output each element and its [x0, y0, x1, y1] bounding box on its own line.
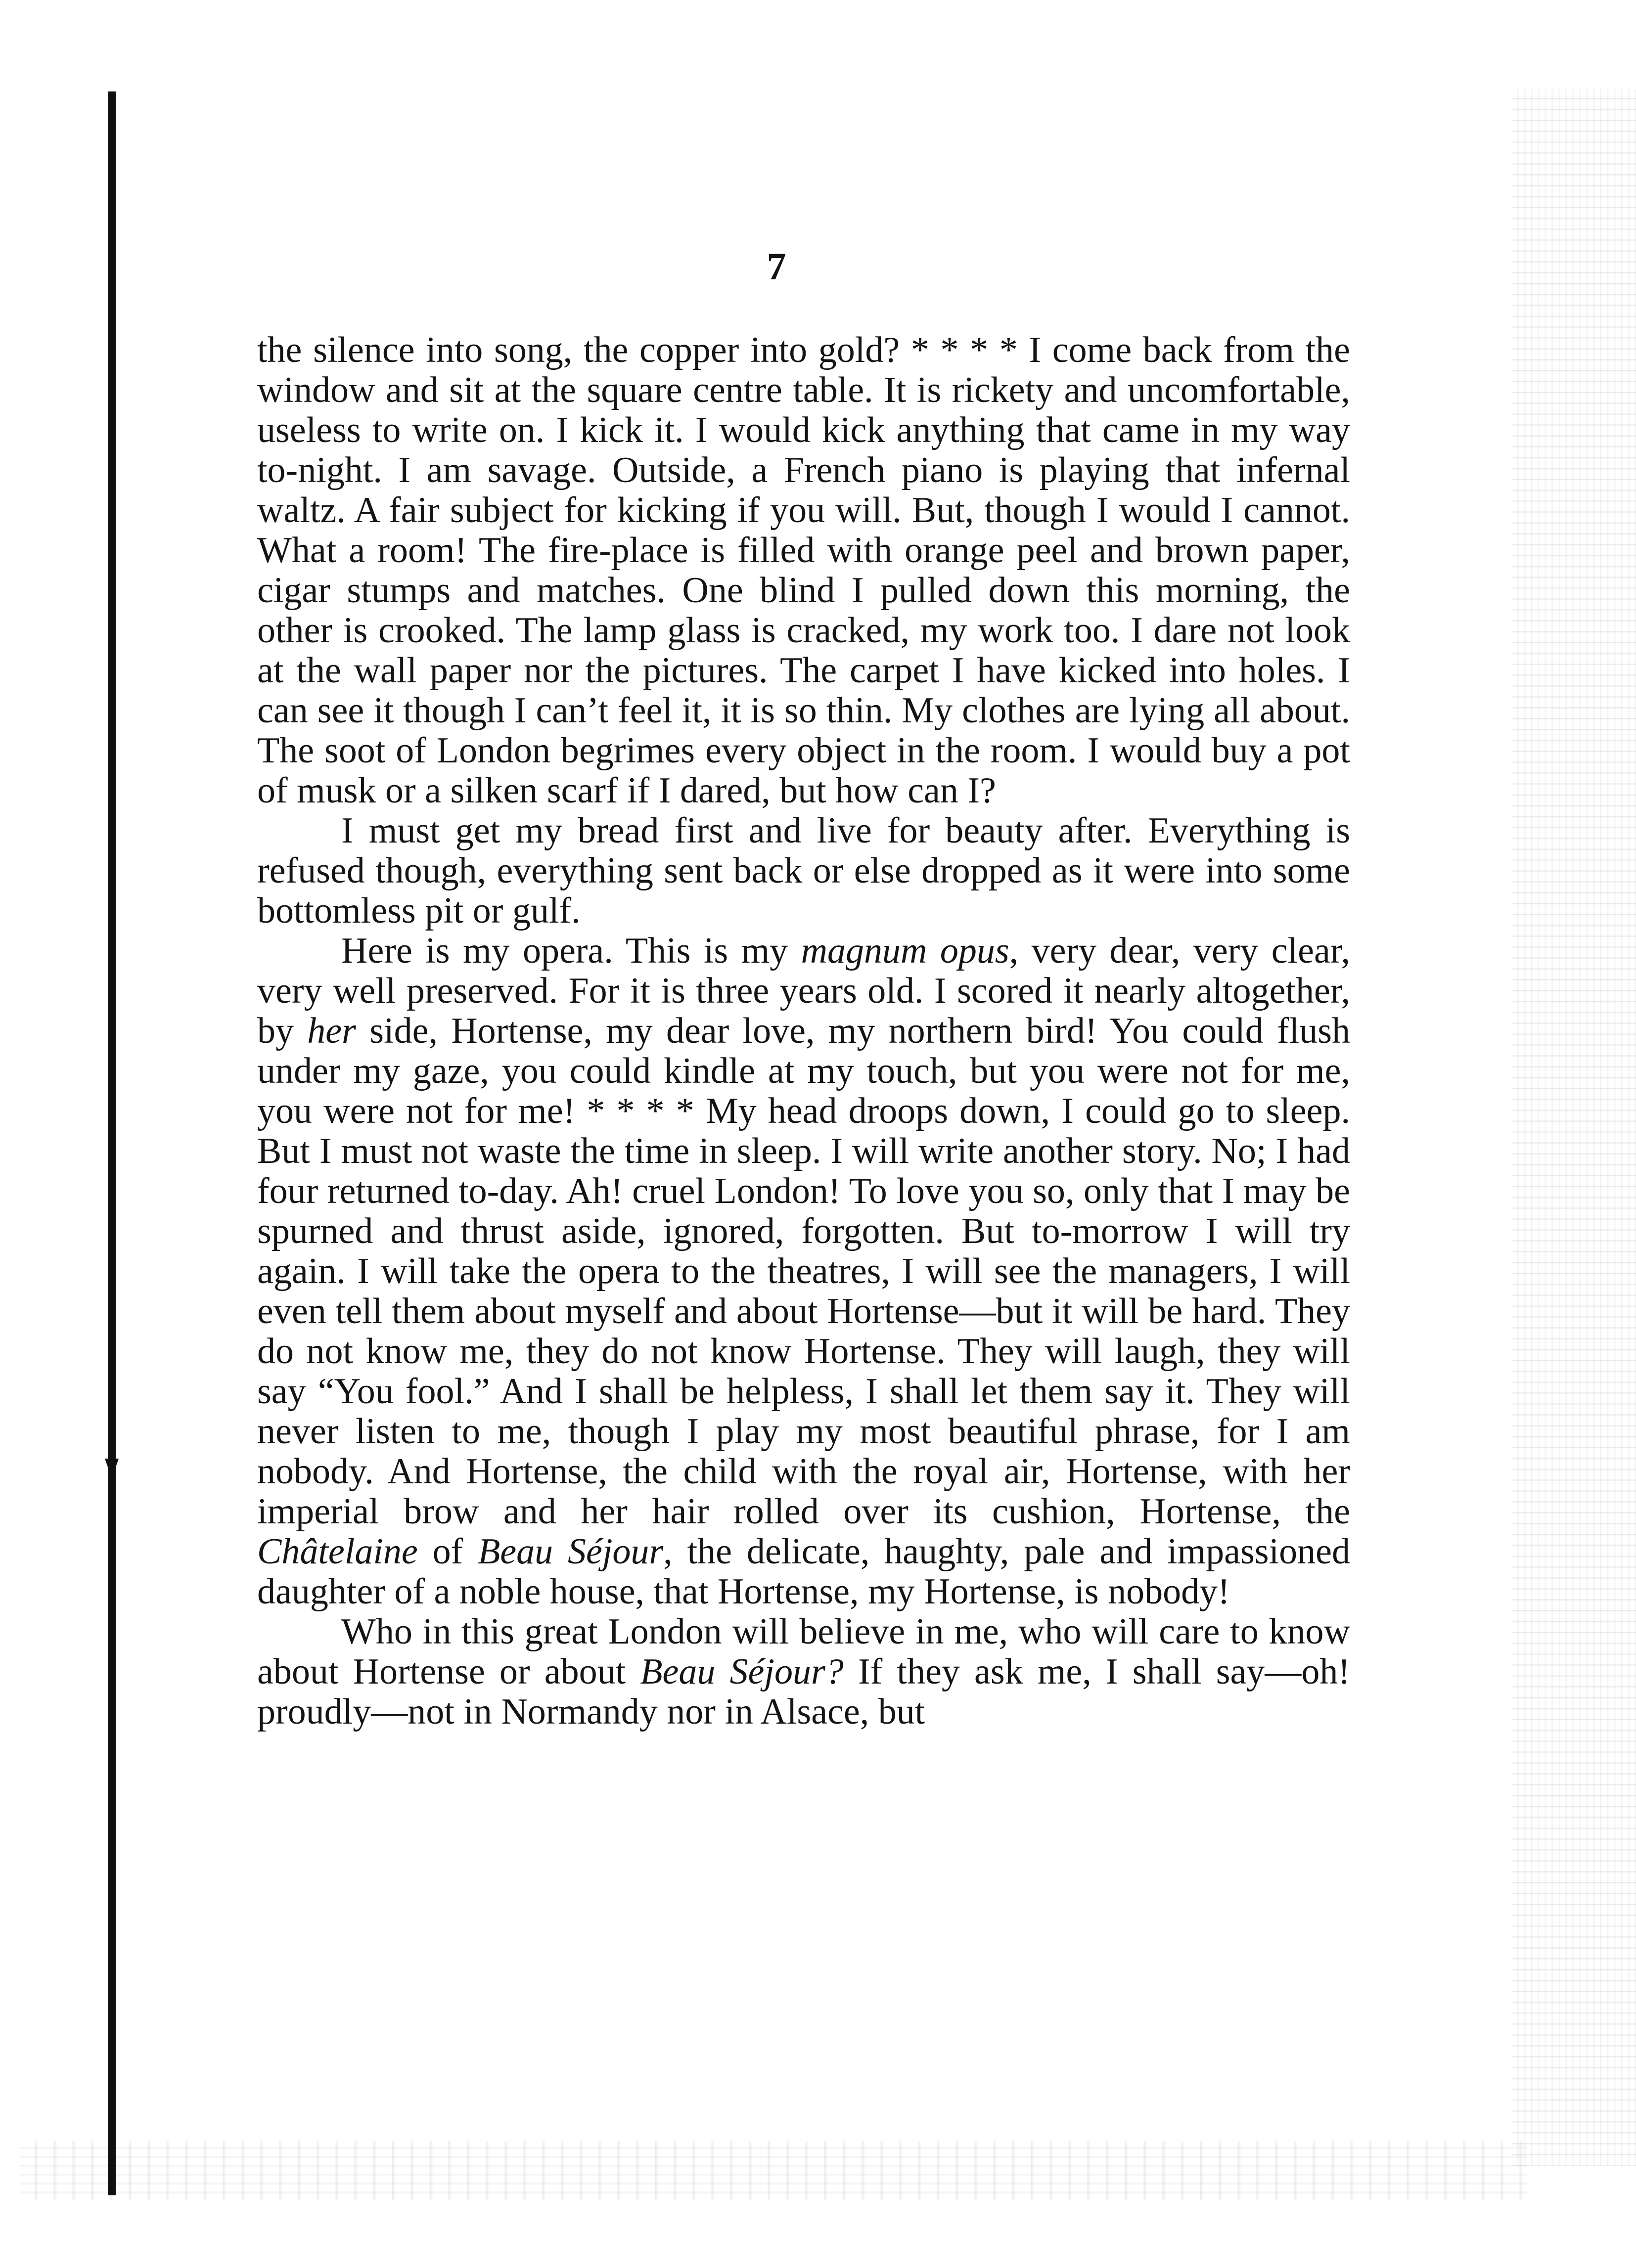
page-number: 7 — [767, 245, 786, 288]
text-run: , the delicate, haughty, pale and impassioned daughter of a noble house, that Hortense, my Hortense, is nobody! — [257, 1531, 1350, 1612]
italic-run: Beau Séjour — [478, 1531, 664, 1572]
text-run: Here is my opera. This is my — [341, 931, 801, 971]
text-run: side, Hortense, my dear love, my northern bird! You could flush under my gaze, you could kindle at my touch, but you were not for me, you were not for me! * * * * My head droops down, I could go to sleep. But I must not waste the time in sleep. I will write another story. No; I had four returned to-day. Ah! cruel London! To love you so, only that I may be spurned and thrust aside, ignored, forgotten. But to-morrow I will try again. I will take the opera to the theatres, I will see the managers, I will even tell them about myself and about Hortense—but it will be hard. They do not know me, they do not know Hortense. They will laugh, they will say “You fool.” And I shall be helpless, I shall let them say it. They will never listen to me, though I play my most beautiful phrase, for I am nobody. And Hortense, the child with the royal air, Hortense, with her imperial brow and her hair rolled over its cushion, Hortense, the — [257, 1011, 1351, 1532]
italic-run: magnum opus — [801, 931, 1009, 971]
text-run: the silence into song, the copper into gold? * * * * I come back from the window and sit at the square centre table. It is rickety and uncomfortable, useless to write on. I kick it. I would kick anything that came in my way to-night. I am savage. Outside, a French piano is playing that infernal waltz. A fair subject for kicking if you will. But, though I would I cannot. What a room! The fire-place is filled with orange peel and brown paper, cigar stumps and matches. One blind I pulled down this morning, the other is crooked. The lamp glass is cracked, my work too. I dare not look at the wall paper nor the pictures. The carpet I have kicked into holes. I can see it though I can’t feel it, it is so thin. My clothes are lying all about. The soot of London begrimes every object in the room. I would buy a pot of musk or a silken scarf if I dared, but how can I? — [257, 330, 1350, 811]
paragraph — [257, 1612, 1350, 1732]
text-run: Who in this great London will believe in me, who will care to know about Hortense or about — [257, 1611, 1350, 1692]
italic-run: Châtelaine — [257, 1531, 418, 1572]
text-run: of — [417, 1531, 478, 1572]
text-run: , very dear, very clear, very well preserved. For it is three years old. I scored it nearly altogether, by — [257, 931, 1350, 1051]
text-run: If they ask me, I shall say—oh! proudly—not in Normandy nor in Alsace, but — [257, 1651, 1350, 1732]
binding-edge-mark — [105, 1459, 119, 1478]
italic-run: her — [307, 1011, 356, 1051]
body-text — [257, 330, 1350, 1732]
italic-run: Beau Séjour? — [640, 1651, 844, 1692]
text-run: I must get my bread first and live for beauty after. Everything is refused though, everything sent back or else dropped as it were into some bottomless pit or gulf. — [257, 810, 1350, 931]
scanned-page-bottom-noise — [20, 2141, 1527, 2200]
paragraph — [257, 811, 1350, 931]
paragraph — [257, 931, 1350, 1612]
scanned-page-edge — [1512, 89, 1636, 2166]
paragraph — [257, 330, 1350, 811]
binding-edge-line — [108, 91, 116, 2195]
